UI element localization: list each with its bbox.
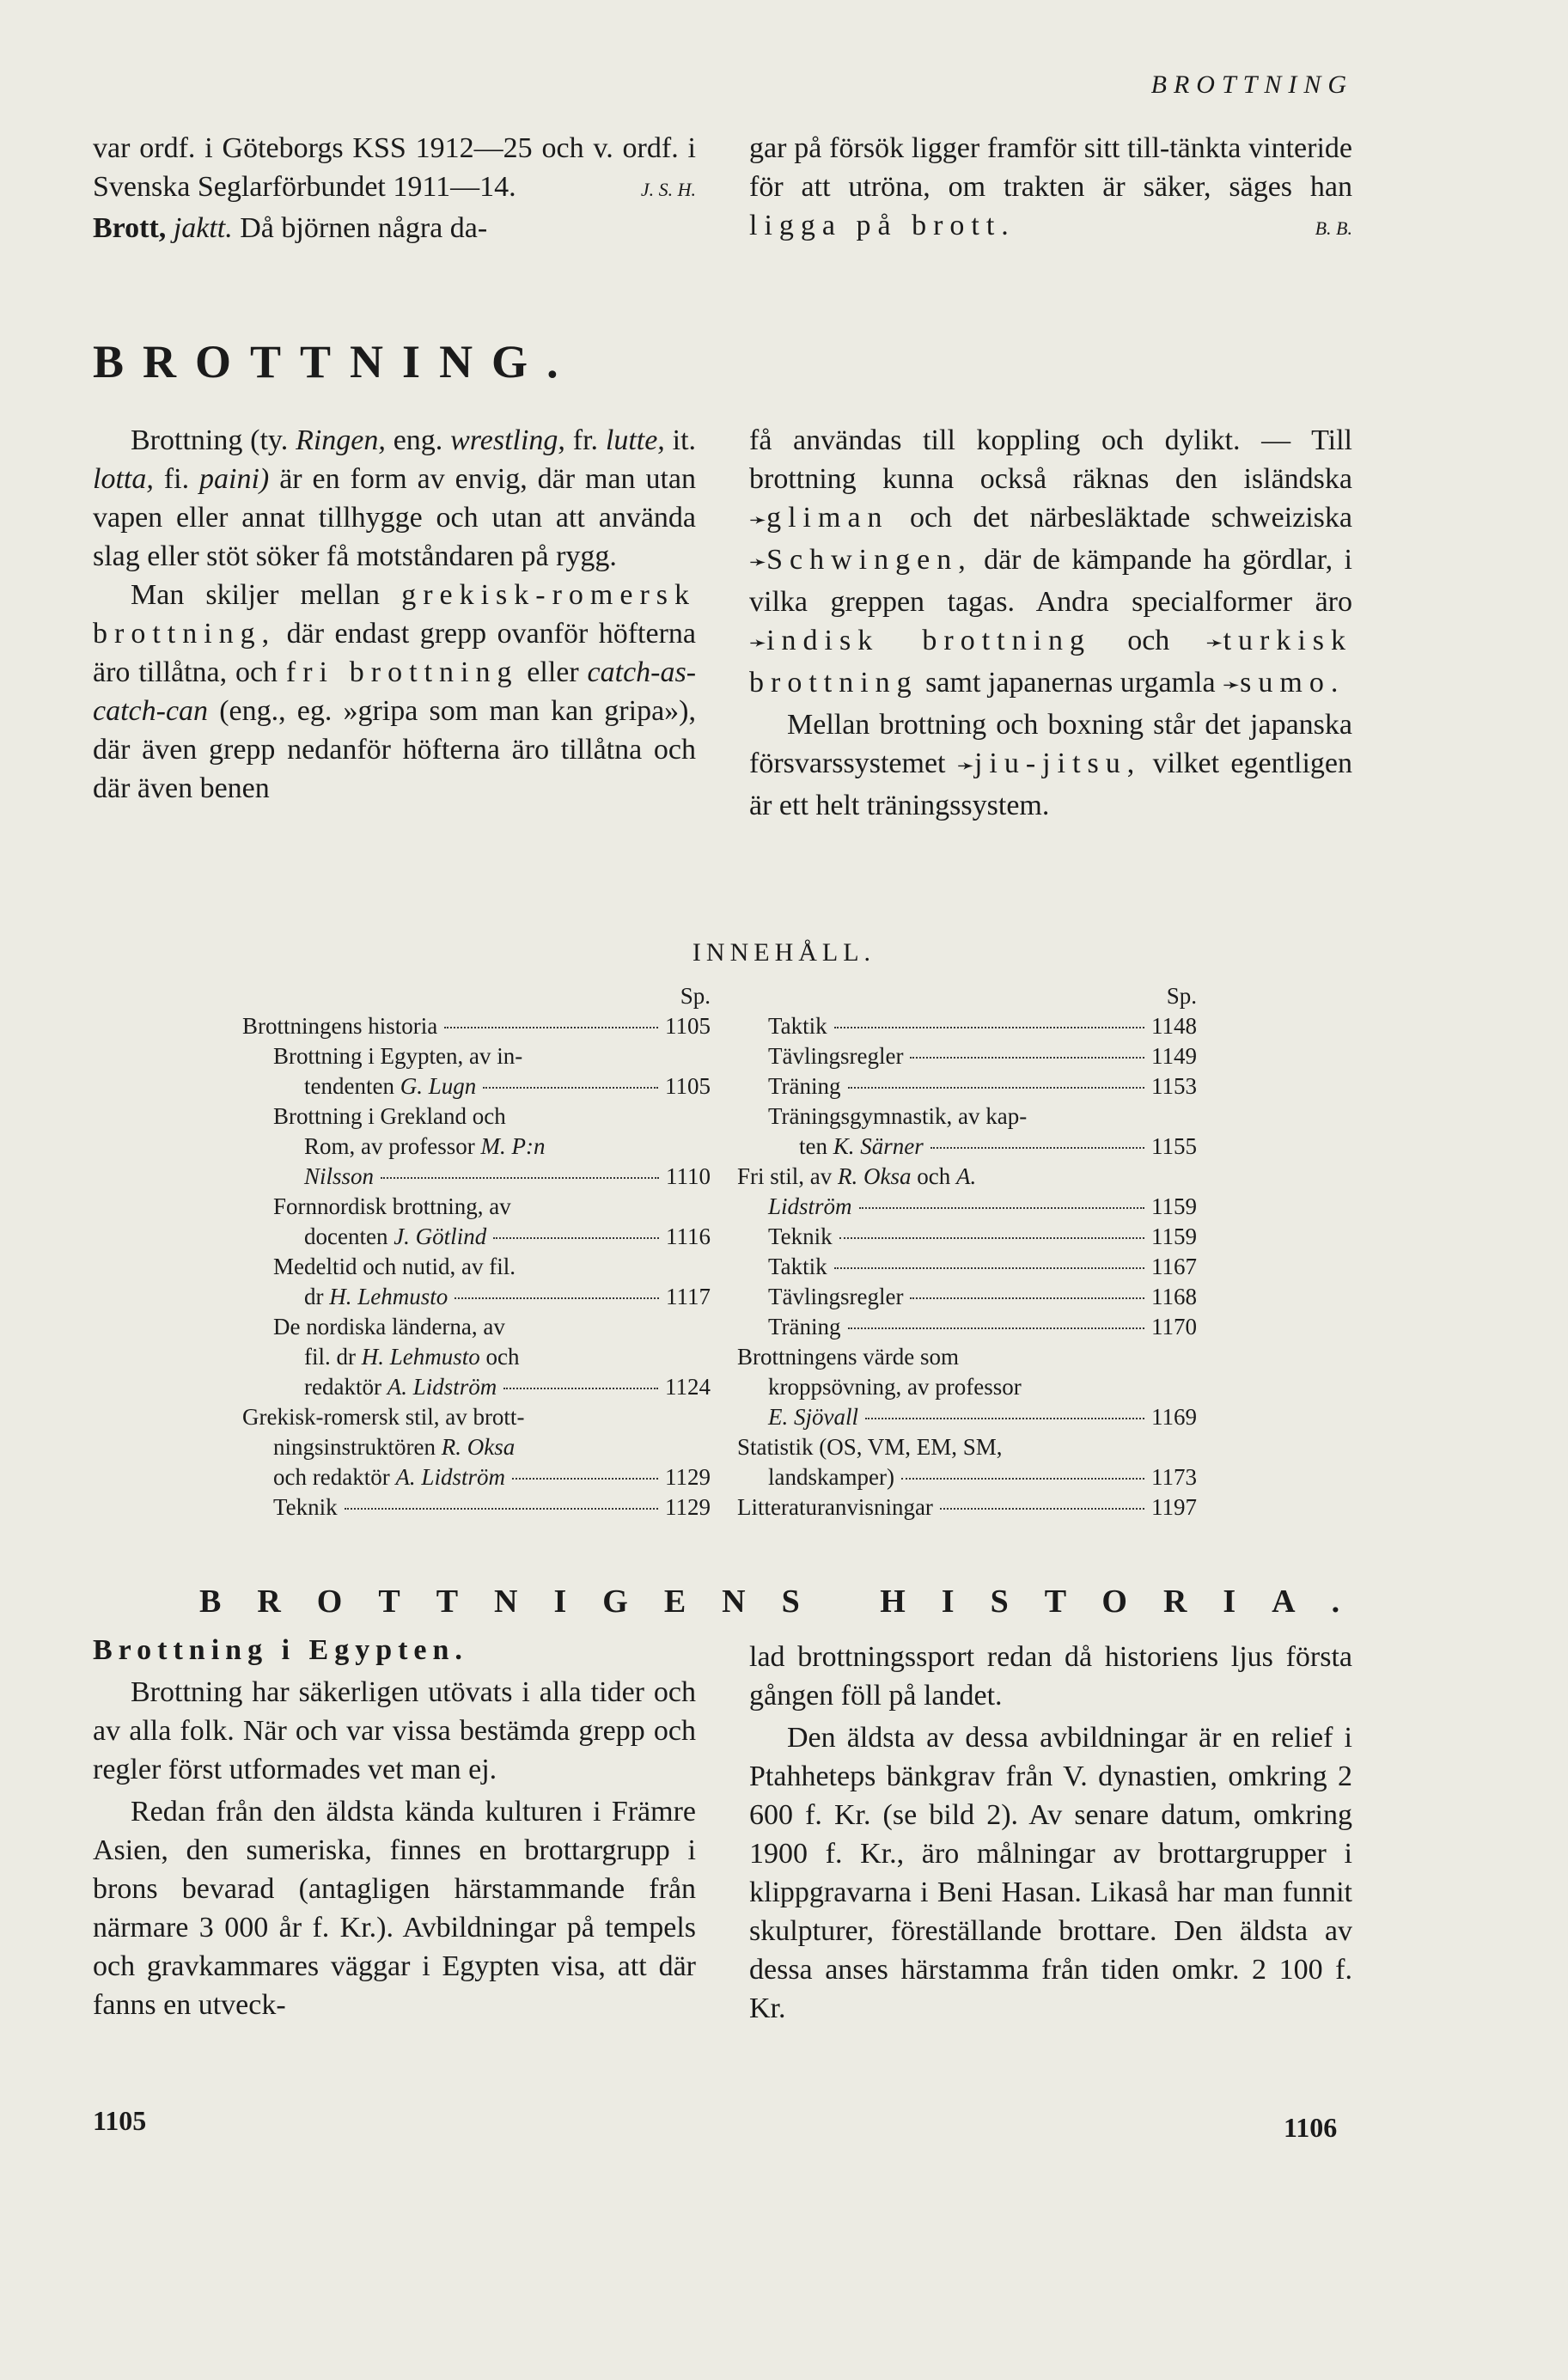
text: Då björnen några da- (240, 212, 488, 244)
toc-right (737, 981, 1197, 1523)
top-right-column (749, 129, 1352, 247)
text: lotta, (93, 463, 154, 495)
arrow-icon: ➛ (749, 552, 767, 574)
arrow-icon: ➛ (956, 755, 974, 778)
text: ligga på brott. (749, 210, 1016, 241)
toc-entry: kroppsövning, av professor (768, 1374, 1022, 1400)
toc-entry: docenten J. Götlind 1116 (304, 1224, 711, 1249)
toc-entry: redaktör A. Lidström 1124 (304, 1374, 711, 1400)
toc-entry: Träning 1153 (768, 1073, 1197, 1099)
paragraph-2: Redan från den äldsta kända kulturen i Främre Asien, den sumeriska, finnes en brottargrupp i brons bevarad (antagligen härstammande från närmare 3 000 år f. Kr.). Avbildningar på tempels och gravkammares väggar i Egypten visa, att där fanns en utveck- (93, 1796, 696, 2021)
toc-entry: Rom, av professor M. P:n (304, 1133, 546, 1159)
cross-reference: Schwingen, (766, 544, 973, 576)
text: it. (672, 424, 697, 456)
text: och det närbesläktade schweiziska (909, 502, 1352, 534)
arrow-icon: ➛ (1223, 674, 1241, 697)
text: var ordf. i Göteborgs KSS 1912—25 och v. ordf. i Svenska Seglarförbundet 1911—14. (93, 132, 696, 203)
text: samt japanernas urgamla (925, 667, 1216, 699)
text: wrestling, (450, 424, 565, 456)
text: grekisk-romersk brottning, (93, 579, 697, 650)
page-number-right: 1106 (1284, 2112, 1338, 2143)
toc-entry: Statistik (OS, VM, EM, SM, (737, 1434, 1003, 1460)
toc-entry: E. Sjövall 1169 (768, 1404, 1197, 1430)
text: Man skiljer mellan (131, 579, 381, 611)
cross-reference: jiu-jitsu, (973, 748, 1142, 779)
toc-entry: Nilsson 1110 (304, 1163, 711, 1189)
toc-entry: Medeltid och nutid, av fil. (273, 1254, 516, 1279)
text: fr. (572, 424, 599, 456)
text: fri brottning (285, 656, 519, 688)
toc-entry: fil. dr H. Lehmusto och (304, 1344, 520, 1370)
section-heading: BROTTNIGENS HISTORIA. (199, 1584, 1376, 1620)
page-number-left: 1105 (93, 2105, 147, 2136)
toc-entry: Träningsgymnastik, av kap- (768, 1103, 1028, 1129)
text: och (1127, 625, 1170, 656)
text: där endast grepp ovanför höfterna äro tillåtna, och (93, 618, 697, 688)
subheading: Brottning i Egypten. (93, 1634, 468, 1666)
toc-entry: tendenten G. Lugn 1105 (304, 1073, 711, 1099)
toc-entry: Brottningens värde som (737, 1344, 959, 1370)
arrow-icon: ➛ (749, 632, 767, 655)
toc-entry: De nordiska länderna, av (273, 1314, 505, 1340)
toc-entry: landskamper) 1173 (768, 1464, 1197, 1490)
toc-entry: Tävlingsregler 1168 (768, 1284, 1197, 1309)
top-left-column (93, 129, 696, 247)
paragraph-2: Den äldsta av dessa avbildningar är en relief i Ptahheteps bänkgrav från V. dynastien, omkring 2 600 f. Kr. (se bild 2). Av senare datum, omkring 1900 f. Kr., äro målningar av brottargrupper i klippgravarna i Beni Hasan. Likaså har man funnit skulpturer, föreställande brottare. Den äldsta av dessa anses härstamma från tiden omkr. 2 100 f. Kr. (749, 1722, 1352, 2024)
toc-column-label: Sp. (680, 983, 711, 1009)
running-head: BROTTNING (1150, 70, 1353, 99)
paragraph-1: Brottning har säkerligen utövats i alla tider och av alla folk. När och var vissa bestämda grepp och regler först utformades vet man ej. (93, 1676, 696, 1785)
toc-entry: Grekisk-romersk stil, av brott- (242, 1404, 525, 1430)
text: Brottning (ty. (131, 424, 289, 456)
text: vilket egentligen är ett helt träningssystem. (749, 748, 1352, 821)
toc-entry: Brottningens historia 1105 (242, 1013, 711, 1039)
cross-reference: turkisk brottning (749, 625, 1353, 699)
cross-reference: gliman (766, 502, 889, 534)
text: Mellan brottning och boxning står det japanska försvarssystemet (749, 709, 1352, 779)
text: gar på försök ligger framför sitt till-tänkta vinteride för att utröna, om trakten är säker, säges han (749, 132, 1352, 203)
text-paragraph (93, 209, 696, 247)
bottom-right-column (749, 1638, 1352, 2028)
text: jaktt. (173, 212, 233, 244)
text: (eng., eg. »gripa som man kan gripa»), där även grepp nedanför höfterna äro tillåtna och där även benen (93, 695, 696, 804)
bottom-left-column (93, 1631, 696, 2024)
right-column (749, 421, 1352, 825)
toc-entry: Teknik 1159 (768, 1224, 1197, 1249)
toc-entry: Fornnordisk brottning, av (273, 1193, 511, 1219)
paragraph-2 (749, 705, 1352, 825)
text: eller (527, 656, 579, 688)
text: är en form av envig, där man utan vapen eller annat tillhygge och utan att använda slag eller stöt söker få motståndaren på rygg. (93, 463, 697, 572)
text: fi. (163, 463, 190, 495)
toc-entry: Tävlingsregler 1149 (768, 1043, 1197, 1069)
toc-entry: Teknik 1129 (273, 1494, 711, 1520)
text: där de kämpande ha gördlar, i vilka greppen tagas. Andra specialformer äro (749, 544, 1352, 618)
text: catch-as-catch-can (93, 656, 697, 727)
signature: J. S. H. (640, 179, 696, 200)
toc-left (242, 981, 711, 1523)
main-heading: BROTTNING. (93, 336, 577, 388)
toc-entry: Taktik 1148 (768, 1013, 1197, 1039)
signature: B. B. (1315, 217, 1352, 239)
text: få användas till koppling och dylikt. — Till brottning kunna också räknas den isländska (749, 424, 1352, 495)
toc-entry: Fri stil, av R. Oksa och A. (737, 1163, 977, 1189)
paragraph-1 (749, 421, 1352, 705)
toc-entry: och redaktör A. Lidström 1129 (273, 1464, 711, 1490)
paragraph-1 (93, 421, 696, 576)
toc-entry: dr H. Lehmusto 1117 (304, 1284, 711, 1309)
toc-entry: Brottning i Grekland och (273, 1103, 506, 1129)
text: eng. (393, 424, 443, 456)
cross-reference: indisk brottning (766, 625, 1092, 656)
text: Ringen, (296, 424, 386, 456)
headword: Brott, (93, 212, 167, 244)
toc-title: INNEHÅLL. (692, 938, 876, 967)
toc-entry: ten K. Särner 1155 (799, 1133, 1197, 1159)
left-column (93, 421, 696, 808)
paragraph-2 (93, 576, 696, 808)
text: paini) (199, 463, 270, 495)
cross-reference: sumo. (1240, 667, 1345, 699)
toc-entry: Litteraturanvisningar 1197 (737, 1494, 1197, 1520)
toc-entry: ningsinstruktören R. Oksa (273, 1434, 516, 1460)
toc-entry: Träning 1170 (768, 1314, 1197, 1340)
toc-entry: Taktik 1167 (768, 1254, 1197, 1279)
text: lutte, (605, 424, 665, 456)
paragraph-1: lad brottningssport redan då historiens ljus första gången föll på landet. (749, 1641, 1352, 1712)
arrow-icon: ➛ (1205, 632, 1223, 655)
arrow-icon: ➛ (749, 510, 767, 532)
toc-entry: Lidström 1159 (768, 1193, 1197, 1219)
toc-column-label: Sp. (1166, 983, 1197, 1009)
toc-entry: Brottning i Egypten, av in- (273, 1043, 523, 1069)
